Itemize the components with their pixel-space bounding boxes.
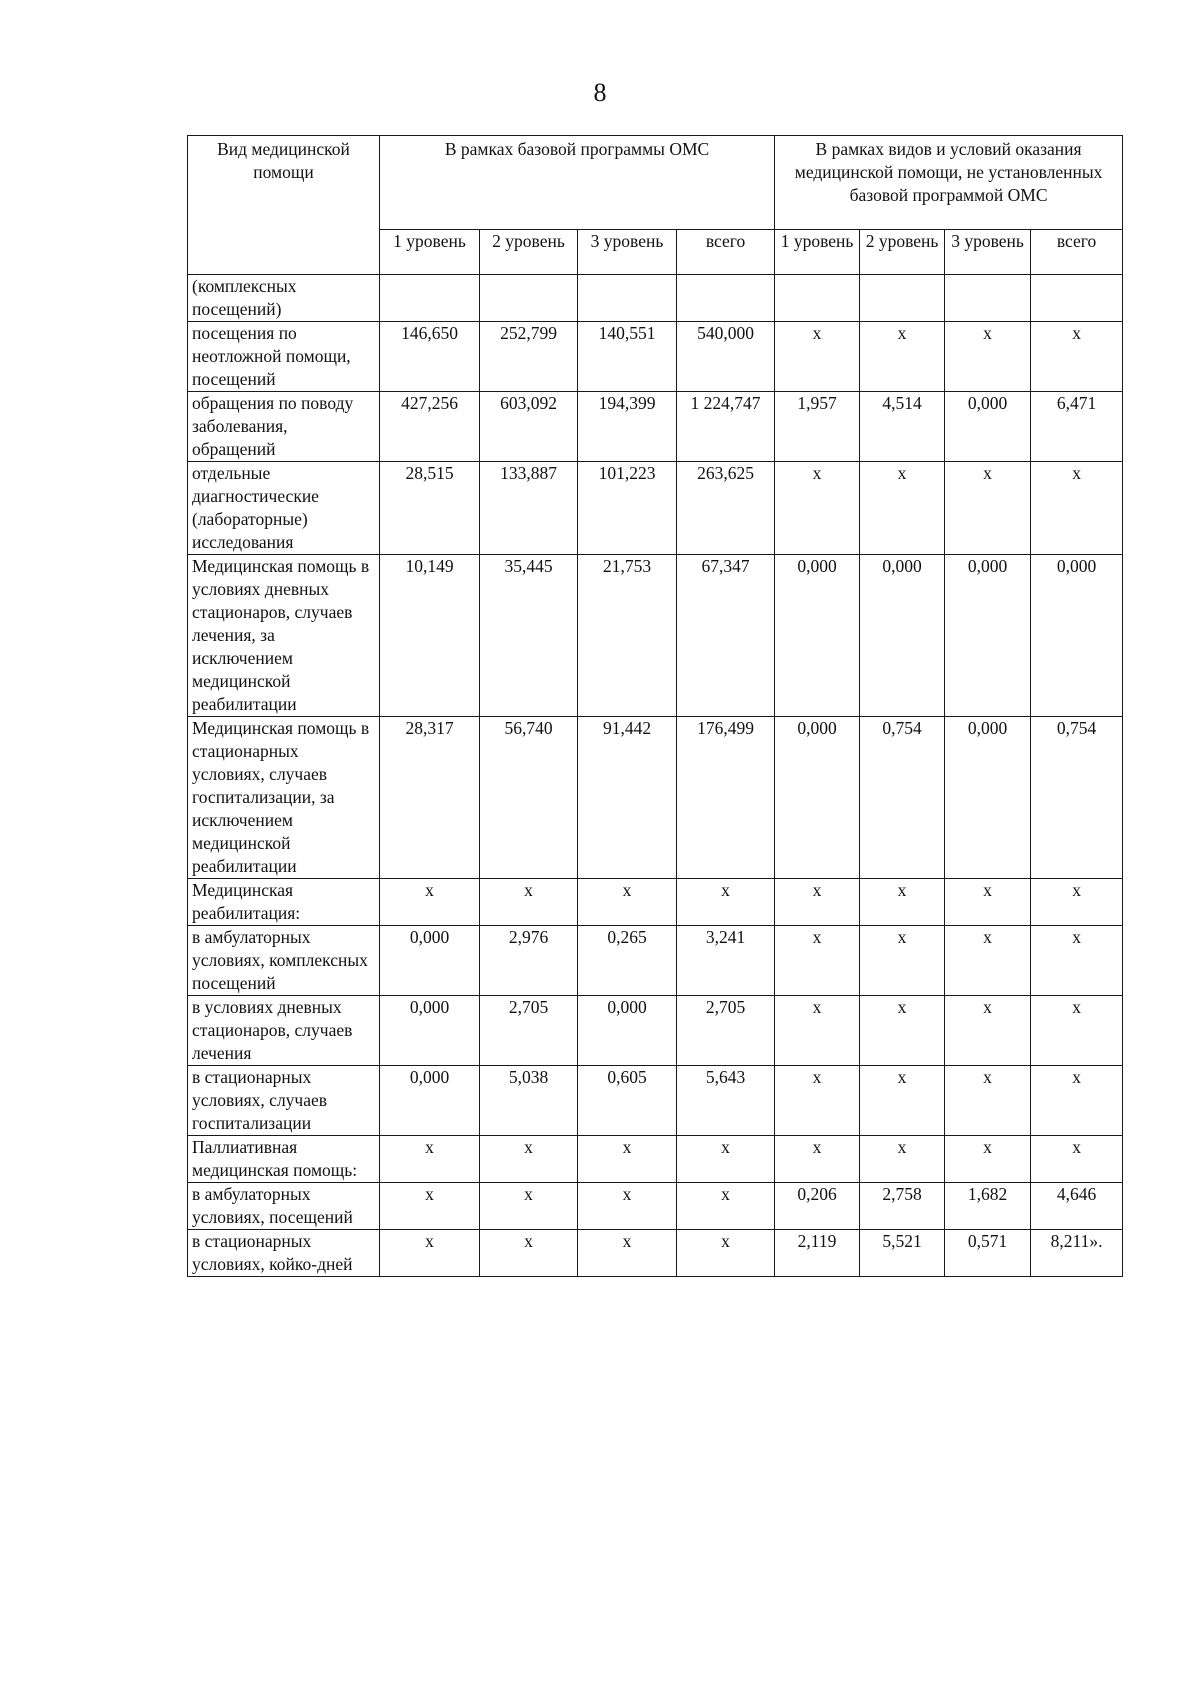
value-cell: х (1031, 462, 1123, 555)
value-cell: 28,317 (380, 717, 480, 879)
header-extra-level-3: 3 уровень (945, 230, 1031, 275)
value-cell: 5,521 (860, 1230, 945, 1277)
value-cell: х (945, 322, 1031, 392)
value-cell: х (775, 1066, 860, 1136)
value-cell: 0,000 (775, 717, 860, 879)
header-extra-level-1: 1 уровень (775, 230, 860, 275)
value-cell: 0,754 (860, 717, 945, 879)
value-cell: х (380, 1136, 480, 1183)
row-label: Медицинская помощь в стационарных условиях, случаев госпитализации, за исключением медицинской реабилитации (188, 717, 380, 879)
table-row (188, 1183, 1123, 1230)
value-cell: 1 224,747 (677, 392, 775, 462)
value-cell: 8,211». (1031, 1230, 1123, 1277)
value-cell: 1,957 (775, 392, 860, 462)
header-basic-level-3: 3 уровень (578, 230, 677, 275)
value-cell: х (578, 1183, 677, 1230)
row-label: Медицинская реабилитация: (188, 879, 380, 926)
table-row (188, 879, 1123, 926)
value-cell (945, 275, 1031, 322)
value-cell: х (1031, 322, 1123, 392)
value-cell: 4,514 (860, 392, 945, 462)
value-cell: 0,000 (945, 717, 1031, 879)
value-cell: х (578, 1230, 677, 1277)
value-cell: х (1031, 1136, 1123, 1183)
value-cell: 5,038 (480, 1066, 578, 1136)
value-cell: 21,753 (578, 555, 677, 717)
header-extra-program: В рамках видов и условий оказания медицинской помощи, не установленных базовой программой ОМС (775, 136, 1123, 230)
value-cell: 0,000 (578, 996, 677, 1066)
value-cell: 6,471 (1031, 392, 1123, 462)
value-cell (578, 275, 677, 322)
value-cell: х (775, 926, 860, 996)
value-cell: 0,265 (578, 926, 677, 996)
value-cell: х (1031, 1066, 1123, 1136)
table-row (188, 1230, 1123, 1277)
value-cell: х (578, 879, 677, 926)
value-cell: 3,241 (677, 926, 775, 996)
value-cell: 2,705 (480, 996, 578, 1066)
value-cell: х (945, 926, 1031, 996)
value-cell: х (775, 462, 860, 555)
value-cell: 2,758 (860, 1183, 945, 1230)
value-cell (677, 275, 775, 322)
value-cell: х (775, 1136, 860, 1183)
value-cell: 0,605 (578, 1066, 677, 1136)
value-cell: 2,705 (677, 996, 775, 1066)
value-cell: 91,442 (578, 717, 677, 879)
value-cell: 263,625 (677, 462, 775, 555)
value-cell: 35,445 (480, 555, 578, 717)
value-cell (1031, 275, 1123, 322)
value-cell: 0,754 (1031, 717, 1123, 879)
value-cell: х (677, 1136, 775, 1183)
value-cell: х (945, 996, 1031, 1066)
row-label: посещения по неотложной помощи, посещений (188, 322, 380, 392)
table-body (188, 275, 1123, 1277)
value-cell: х (945, 462, 1031, 555)
value-cell (480, 275, 578, 322)
value-cell: х (480, 879, 578, 926)
header-basic-level-2: 2 уровень (480, 230, 578, 275)
header-basic-level-1: 1 уровень (380, 230, 480, 275)
row-label: отдельные диагностические (лабораторные) исследования (188, 462, 380, 555)
value-cell: 0,000 (945, 392, 1031, 462)
table-row (188, 275, 1123, 322)
medical-care-table (187, 135, 1123, 1277)
value-cell: х (380, 1183, 480, 1230)
table-row (188, 926, 1123, 996)
value-cell: 540,000 (677, 322, 775, 392)
value-cell (860, 275, 945, 322)
row-label: Паллиативная медицинская помощь: (188, 1136, 380, 1183)
row-label: Медицинская помощь в условиях дневных стационаров, случаев лечения, за исключением медицинской реабилитации (188, 555, 380, 717)
value-cell: 252,799 (480, 322, 578, 392)
value-cell: х (1031, 996, 1123, 1066)
value-cell: х (860, 1136, 945, 1183)
header-basic-total: всего (677, 230, 775, 275)
value-cell: 427,256 (380, 392, 480, 462)
header-kind: Вид медицинской помощи (188, 136, 380, 275)
value-cell: х (775, 996, 860, 1066)
value-cell: х (945, 1136, 1031, 1183)
value-cell: х (775, 322, 860, 392)
page-number: 8 (593, 78, 607, 107)
value-cell: х (860, 879, 945, 926)
value-cell: х (945, 1066, 1031, 1136)
table-row (188, 1066, 1123, 1136)
value-cell: 2,119 (775, 1230, 860, 1277)
value-cell: 1,682 (945, 1183, 1031, 1230)
value-cell: 0,571 (945, 1230, 1031, 1277)
table-row (188, 996, 1123, 1066)
table-row (188, 717, 1123, 879)
value-cell (775, 275, 860, 322)
value-cell: 5,643 (677, 1066, 775, 1136)
value-cell: х (860, 462, 945, 555)
value-cell: х (775, 879, 860, 926)
value-cell: 0,206 (775, 1183, 860, 1230)
value-cell: 194,399 (578, 392, 677, 462)
value-cell: 140,551 (578, 322, 677, 392)
header-extra-total: всего (1031, 230, 1123, 275)
row-label: (комплексных посещений) (188, 275, 380, 322)
value-cell: х (860, 1066, 945, 1136)
table-row (188, 555, 1123, 717)
value-cell: х (1031, 926, 1123, 996)
table-row (188, 1136, 1123, 1183)
row-label: обращения по поводу заболевания, обращений (188, 392, 380, 462)
value-cell: х (677, 1183, 775, 1230)
value-cell: 0,000 (1031, 555, 1123, 717)
value-cell (380, 275, 480, 322)
value-cell: 101,223 (578, 462, 677, 555)
row-label: в условиях дневных стационаров, случаев лечения (188, 996, 380, 1066)
value-cell: 28,515 (380, 462, 480, 555)
value-cell: 10,149 (380, 555, 480, 717)
value-cell: 0,000 (775, 555, 860, 717)
row-label: в амбулаторных условиях, комплексных посещений (188, 926, 380, 996)
value-cell: х (578, 1136, 677, 1183)
value-cell: 67,347 (677, 555, 775, 717)
table-row (188, 392, 1123, 462)
row-label: в стационарных условиях, случаев госпитализации (188, 1066, 380, 1136)
value-cell: 133,887 (480, 462, 578, 555)
value-cell: х (480, 1230, 578, 1277)
value-cell: 0,000 (860, 555, 945, 717)
value-cell: х (480, 1183, 578, 1230)
value-cell: х (480, 1136, 578, 1183)
value-cell: х (677, 879, 775, 926)
value-cell: х (860, 926, 945, 996)
value-cell: 0,000 (380, 926, 480, 996)
value-cell: 4,646 (1031, 1183, 1123, 1230)
value-cell: х (860, 996, 945, 1066)
value-cell: х (1031, 879, 1123, 926)
header-extra-level-2: 2 уровень (860, 230, 945, 275)
value-cell: х (677, 1230, 775, 1277)
value-cell: 176,499 (677, 717, 775, 879)
header-basic-program: В рамках базовой программы ОМС (380, 136, 775, 230)
row-label: в стационарных условиях, койко-дней (188, 1230, 380, 1277)
value-cell: 603,092 (480, 392, 578, 462)
table-row (188, 462, 1123, 555)
value-cell: 0,000 (945, 555, 1031, 717)
value-cell: х (860, 322, 945, 392)
value-cell: 0,000 (380, 996, 480, 1066)
value-cell: 56,740 (480, 717, 578, 879)
value-cell: х (945, 879, 1031, 926)
header-row-groups (188, 136, 1123, 230)
row-label: в амбулаторных условиях, посещений (188, 1183, 380, 1230)
value-cell: 0,000 (380, 1066, 480, 1136)
value-cell: 2,976 (480, 926, 578, 996)
value-cell: х (380, 879, 480, 926)
value-cell: х (380, 1230, 480, 1277)
value-cell: 146,650 (380, 322, 480, 392)
table-row (188, 322, 1123, 392)
